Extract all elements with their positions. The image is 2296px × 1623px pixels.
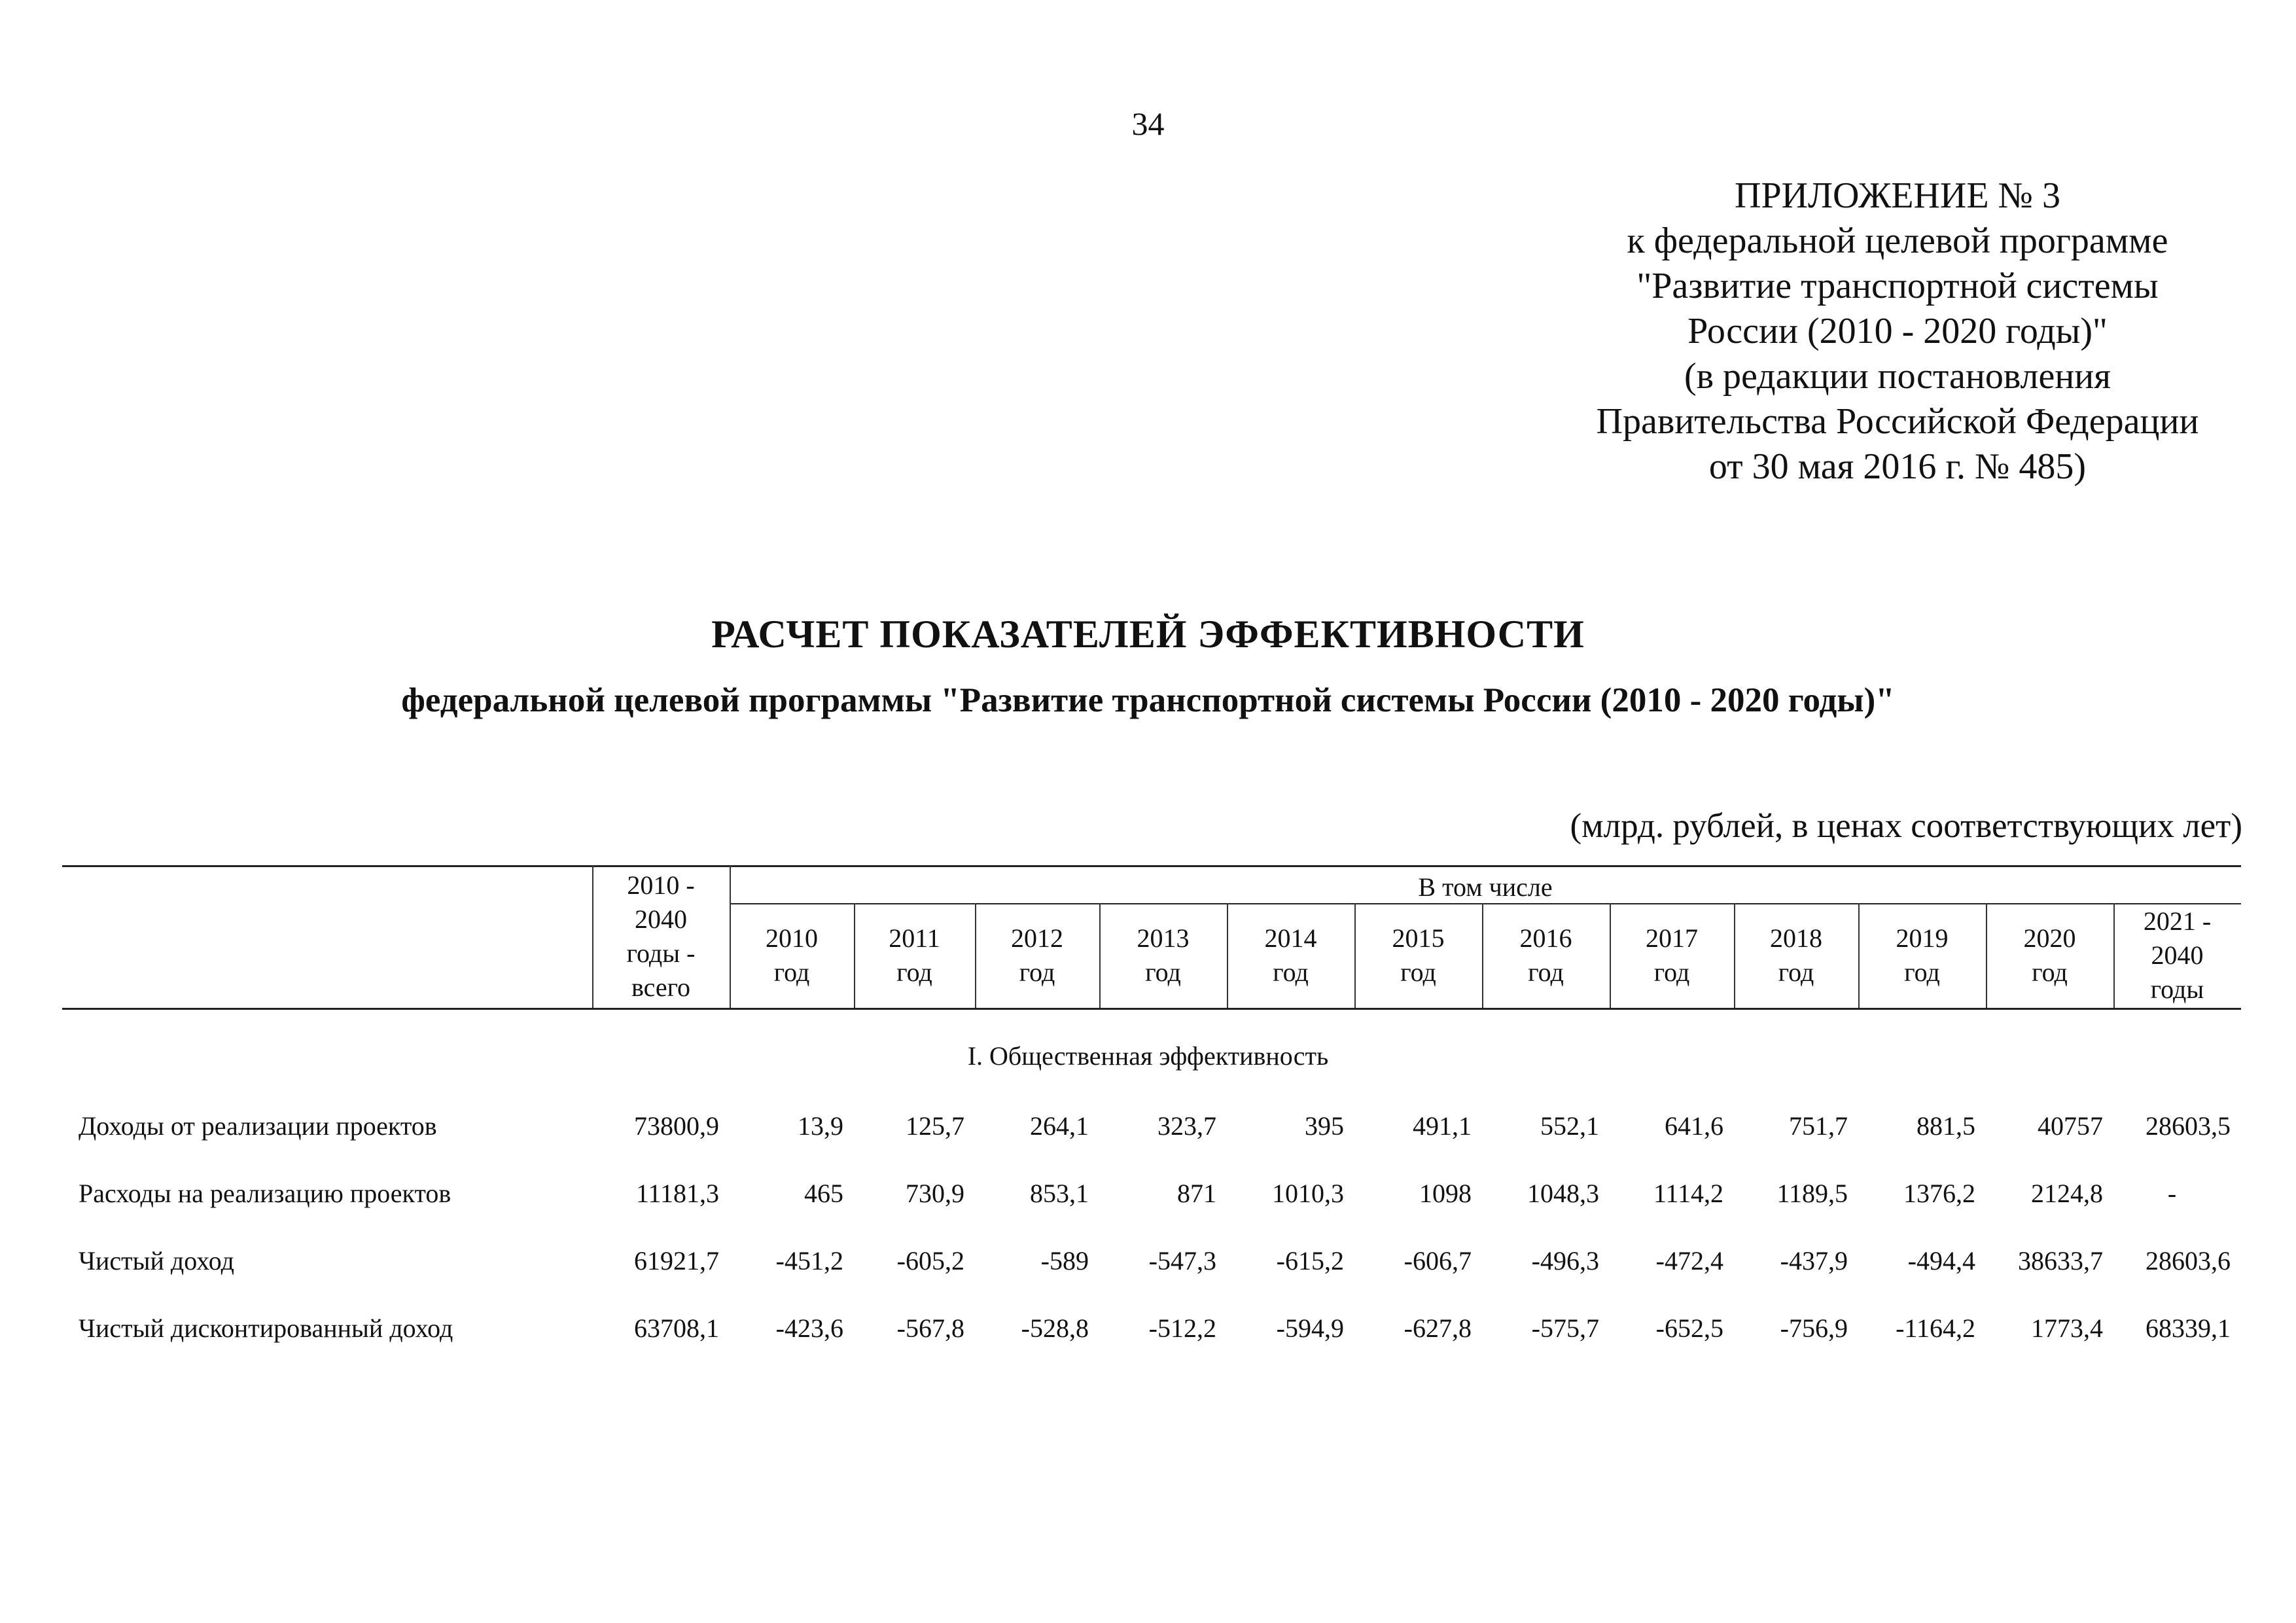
table-cell: 40757	[2038, 1111, 2103, 1141]
table-cell: 125,7	[906, 1111, 964, 1141]
table-cell: -605,2	[896, 1246, 964, 1275]
year-header-line: 2019	[1896, 923, 1949, 953]
year-header-line: 2016	[1519, 923, 1572, 953]
document-subtitle: федеральной целевой программы "Развитие транспортной системы России (2010 - 2020 годы)"	[401, 681, 1895, 719]
year-column-header	[1986, 903, 2113, 1008]
table-cell: 61921,7	[634, 1246, 719, 1275]
year-header-line: год	[1778, 957, 1814, 987]
year-header-line: год	[1904, 957, 1940, 987]
table-cell: -451,2	[775, 1246, 843, 1275]
row-label: Доходы от реализации проектов	[79, 1111, 437, 1141]
year-column-header	[1354, 903, 1482, 1008]
table-cell: 73800,9	[634, 1111, 719, 1141]
table-cell: -547,3	[1148, 1246, 1216, 1275]
table-cell: -494,4	[1907, 1246, 1975, 1275]
table-cell: 11181,3	[635, 1179, 719, 1208]
year-header-line: 2014	[1264, 923, 1317, 953]
table-cell: 1098	[1419, 1179, 1472, 1208]
table-cell: -615,2	[1276, 1246, 1344, 1275]
table-cell: 1048,3	[1527, 1179, 1599, 1208]
year-header-line: 2020	[2023, 923, 2076, 953]
year-column-header	[730, 903, 854, 1008]
table-cell: 13,9	[798, 1111, 843, 1141]
year-column-header	[1482, 903, 1610, 1008]
year-header-line: год	[2032, 957, 2068, 987]
table-cell: -496,3	[1531, 1246, 1599, 1275]
table-cell: 871	[1177, 1179, 1216, 1208]
total-header-line: годы -	[626, 938, 696, 968]
year-column-header	[975, 903, 1099, 1008]
table-cell: -756,9	[1780, 1313, 1848, 1343]
table-cell: -528,8	[1021, 1313, 1089, 1343]
year-header-line: год	[1273, 957, 1309, 987]
table-cell: 28603,5	[2146, 1111, 2231, 1141]
appendix-line: от 30 мая 2016 г. № 485)	[1708, 446, 2087, 487]
table-cell: 38633,7	[2018, 1246, 2103, 1275]
row-label: Чистый дисконтированный доход	[79, 1313, 453, 1343]
document-title: РАСЧЕТ ПОКАЗАТЕЛЕЙ ЭФФЕКТИВНОСТИ	[711, 613, 1585, 656]
table-cell: 264,1	[1030, 1111, 1089, 1141]
appendix-line: России (2010 - 2020 годы)"	[1687, 311, 2108, 351]
table-cell: 1189,5	[1776, 1179, 1848, 1208]
table-cell: 1773,4	[2031, 1313, 2103, 1343]
table-cell: 853,1	[1030, 1179, 1089, 1208]
year-column-header	[1858, 903, 1986, 1008]
year-column-header	[854, 903, 975, 1008]
table-cell: 1114,2	[1653, 1179, 1723, 1208]
total-column-header	[592, 865, 730, 1008]
year-header-line: 2015	[1392, 923, 1445, 953]
table-cell: 730,9	[906, 1179, 964, 1208]
row-label: Расходы на реализацию проектов	[79, 1179, 451, 1208]
row-label: Чистый доход	[79, 1246, 234, 1275]
table-cell: 1010,3	[1272, 1179, 1344, 1208]
appendix-block	[1570, 173, 2225, 490]
year-header-line: год	[1145, 957, 1181, 987]
table-cell: -575,7	[1531, 1313, 1599, 1343]
total-header-line: 2040	[635, 904, 687, 934]
span-header: В том числе	[1418, 872, 1553, 902]
year-header-line: годы	[2150, 974, 2204, 1004]
table-cell: -423,6	[775, 1313, 843, 1343]
table-cell: -472,4	[1655, 1246, 1723, 1275]
year-header-line: 2040	[2151, 940, 2204, 970]
year-header-line: год	[1019, 957, 1055, 987]
table-cell: -594,9	[1276, 1313, 1344, 1343]
table-cell: 2124,8	[2031, 1179, 2103, 1208]
year-header-line: 2018	[1770, 923, 1822, 953]
year-column-header	[1099, 903, 1227, 1008]
year-header-line: 2012	[1011, 923, 1063, 953]
table-cell: -652,5	[1655, 1313, 1723, 1343]
appendix-line: ПРИЛОЖЕНИЕ № 3	[1735, 175, 2060, 216]
year-header-line: год	[1528, 957, 1564, 987]
table-cell: -627,8	[1404, 1313, 1472, 1343]
table-cell: 641,6	[1665, 1111, 1723, 1141]
table-cell: -606,7	[1404, 1246, 1472, 1275]
year-column-header	[1734, 903, 1858, 1008]
table-cell: 1376,2	[1903, 1179, 1975, 1208]
year-header-line: год	[896, 957, 932, 987]
year-header-line: год	[1653, 957, 1690, 987]
year-header-line: 2013	[1137, 923, 1190, 953]
year-column-header	[2113, 903, 2241, 1008]
year-header-line: год	[773, 957, 810, 987]
table-top-rule	[62, 865, 2241, 867]
table-cell: 491,1	[1413, 1111, 1472, 1141]
year-header-line: 2017	[1646, 923, 1698, 953]
table-cell: -1164,2	[1896, 1313, 1975, 1343]
section-title: I. Общественная эффективность	[967, 1041, 1329, 1071]
header-bottom-rule	[62, 1008, 2241, 1010]
table-cell: 323,7	[1157, 1111, 1216, 1141]
page-number: 34	[1131, 105, 1165, 142]
table-cell: 68339,1	[2146, 1313, 2231, 1343]
year-header-line: год	[1400, 957, 1436, 987]
units-note: (млрд. рублей, в ценах соответствующих лет)	[1570, 807, 2242, 845]
year-column-header	[1227, 903, 1354, 1008]
table-cell: 881,5	[1916, 1111, 1975, 1141]
table-cell: -	[2167, 1179, 2177, 1208]
year-header-line: 2010	[766, 923, 818, 953]
year-column-header	[1610, 903, 1734, 1008]
table-cell: 552,1	[1540, 1111, 1599, 1141]
table-cell: -437,9	[1780, 1246, 1848, 1275]
year-header-line: 2011	[889, 923, 940, 953]
table-cell: -512,2	[1148, 1313, 1216, 1343]
appendix-line: к федеральной целевой программе	[1627, 221, 2168, 261]
table-cell: 63708,1	[634, 1313, 719, 1343]
table-cell: -567,8	[896, 1313, 964, 1343]
appendix-line: Правительства Российской Федерации	[1596, 401, 2199, 442]
total-header-line: всего	[631, 972, 691, 1002]
appendix-line: (в редакции постановления	[1684, 356, 2111, 397]
total-header-line: 2010 -	[627, 870, 695, 900]
year-header-line: 2021 -	[2143, 906, 2212, 936]
table-cell: -589	[1040, 1246, 1089, 1275]
table-cell: 465	[804, 1179, 843, 1208]
table-cell: 751,7	[1789, 1111, 1848, 1141]
appendix-line: "Развитие транспортной системы	[1636, 266, 2159, 306]
table-cell: 395	[1305, 1111, 1344, 1141]
table-cell: 28603,6	[2146, 1246, 2231, 1275]
